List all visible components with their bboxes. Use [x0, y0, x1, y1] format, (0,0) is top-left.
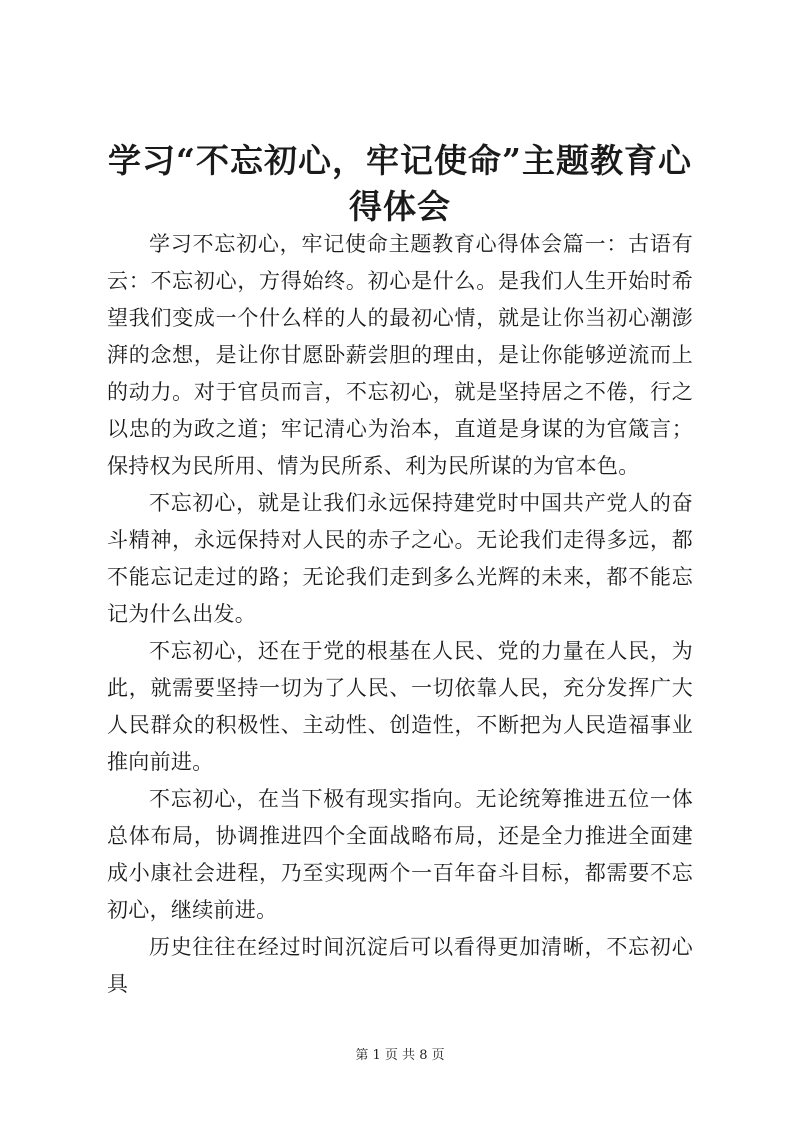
- paragraph-4: 不忘初心，在当下极有现实指向。无论统筹推进五位一体总体布局，协调推进四个全面战略布局，还是全力推进全面建成小康社会进程，乃至实现两个一百年奋斗目标，都需要不忘初心，继续前进。: [107, 787, 693, 922]
- paragraph-5: 历史往往在经过时间沉淀后可以看得更加清晰，不忘初心具: [107, 935, 693, 996]
- paragraph-3: 不忘初心，还在于党的根基在人民、党的力量在人民，为此，就需要坚持一切为了人民、一切依靠人民，充分发挥广大人民群众的积极性、主动性、创造性，不断把为人民造福事业推向前进。: [107, 639, 693, 774]
- page-footer: [0, 1046, 800, 1066]
- document-body: [107, 226, 693, 1003]
- page-indicator: 第 1 页 共 8 页: [355, 1048, 445, 1063]
- paragraph-2: 不忘初心，就是让我们永远保持建党时中国共产党人的奋斗精神，永远保持对人民的赤子之心。无论我们走得多远，都不能忘记走过的路；无论我们走到多么光辉的未来，都不能忘记为什么出发。: [107, 491, 693, 626]
- paragraph-1: 学习不忘初心，牢记使命主题教育心得体会篇一：古语有云：不忘初心，方得始终。初心是什么。是我们人生开始时希望我们变成一个什么样的人的最初心情，就是让你当初心潮澎湃的念想，是让你甘愿卧薪尝胆的理由，是让你能够逆流而上的动力。对于官员而言，不忘初心，就是坚持居之不倦，行之以忠的为政之道；牢记清心为治本，直道是身谋的为官箴言；保持权为民所用、情为民所系、利为民所谋的为官本色。: [107, 232, 693, 478]
- document-title: 学习“不忘初心，牢记使命”主题教育心得体会: [108, 141, 692, 226]
